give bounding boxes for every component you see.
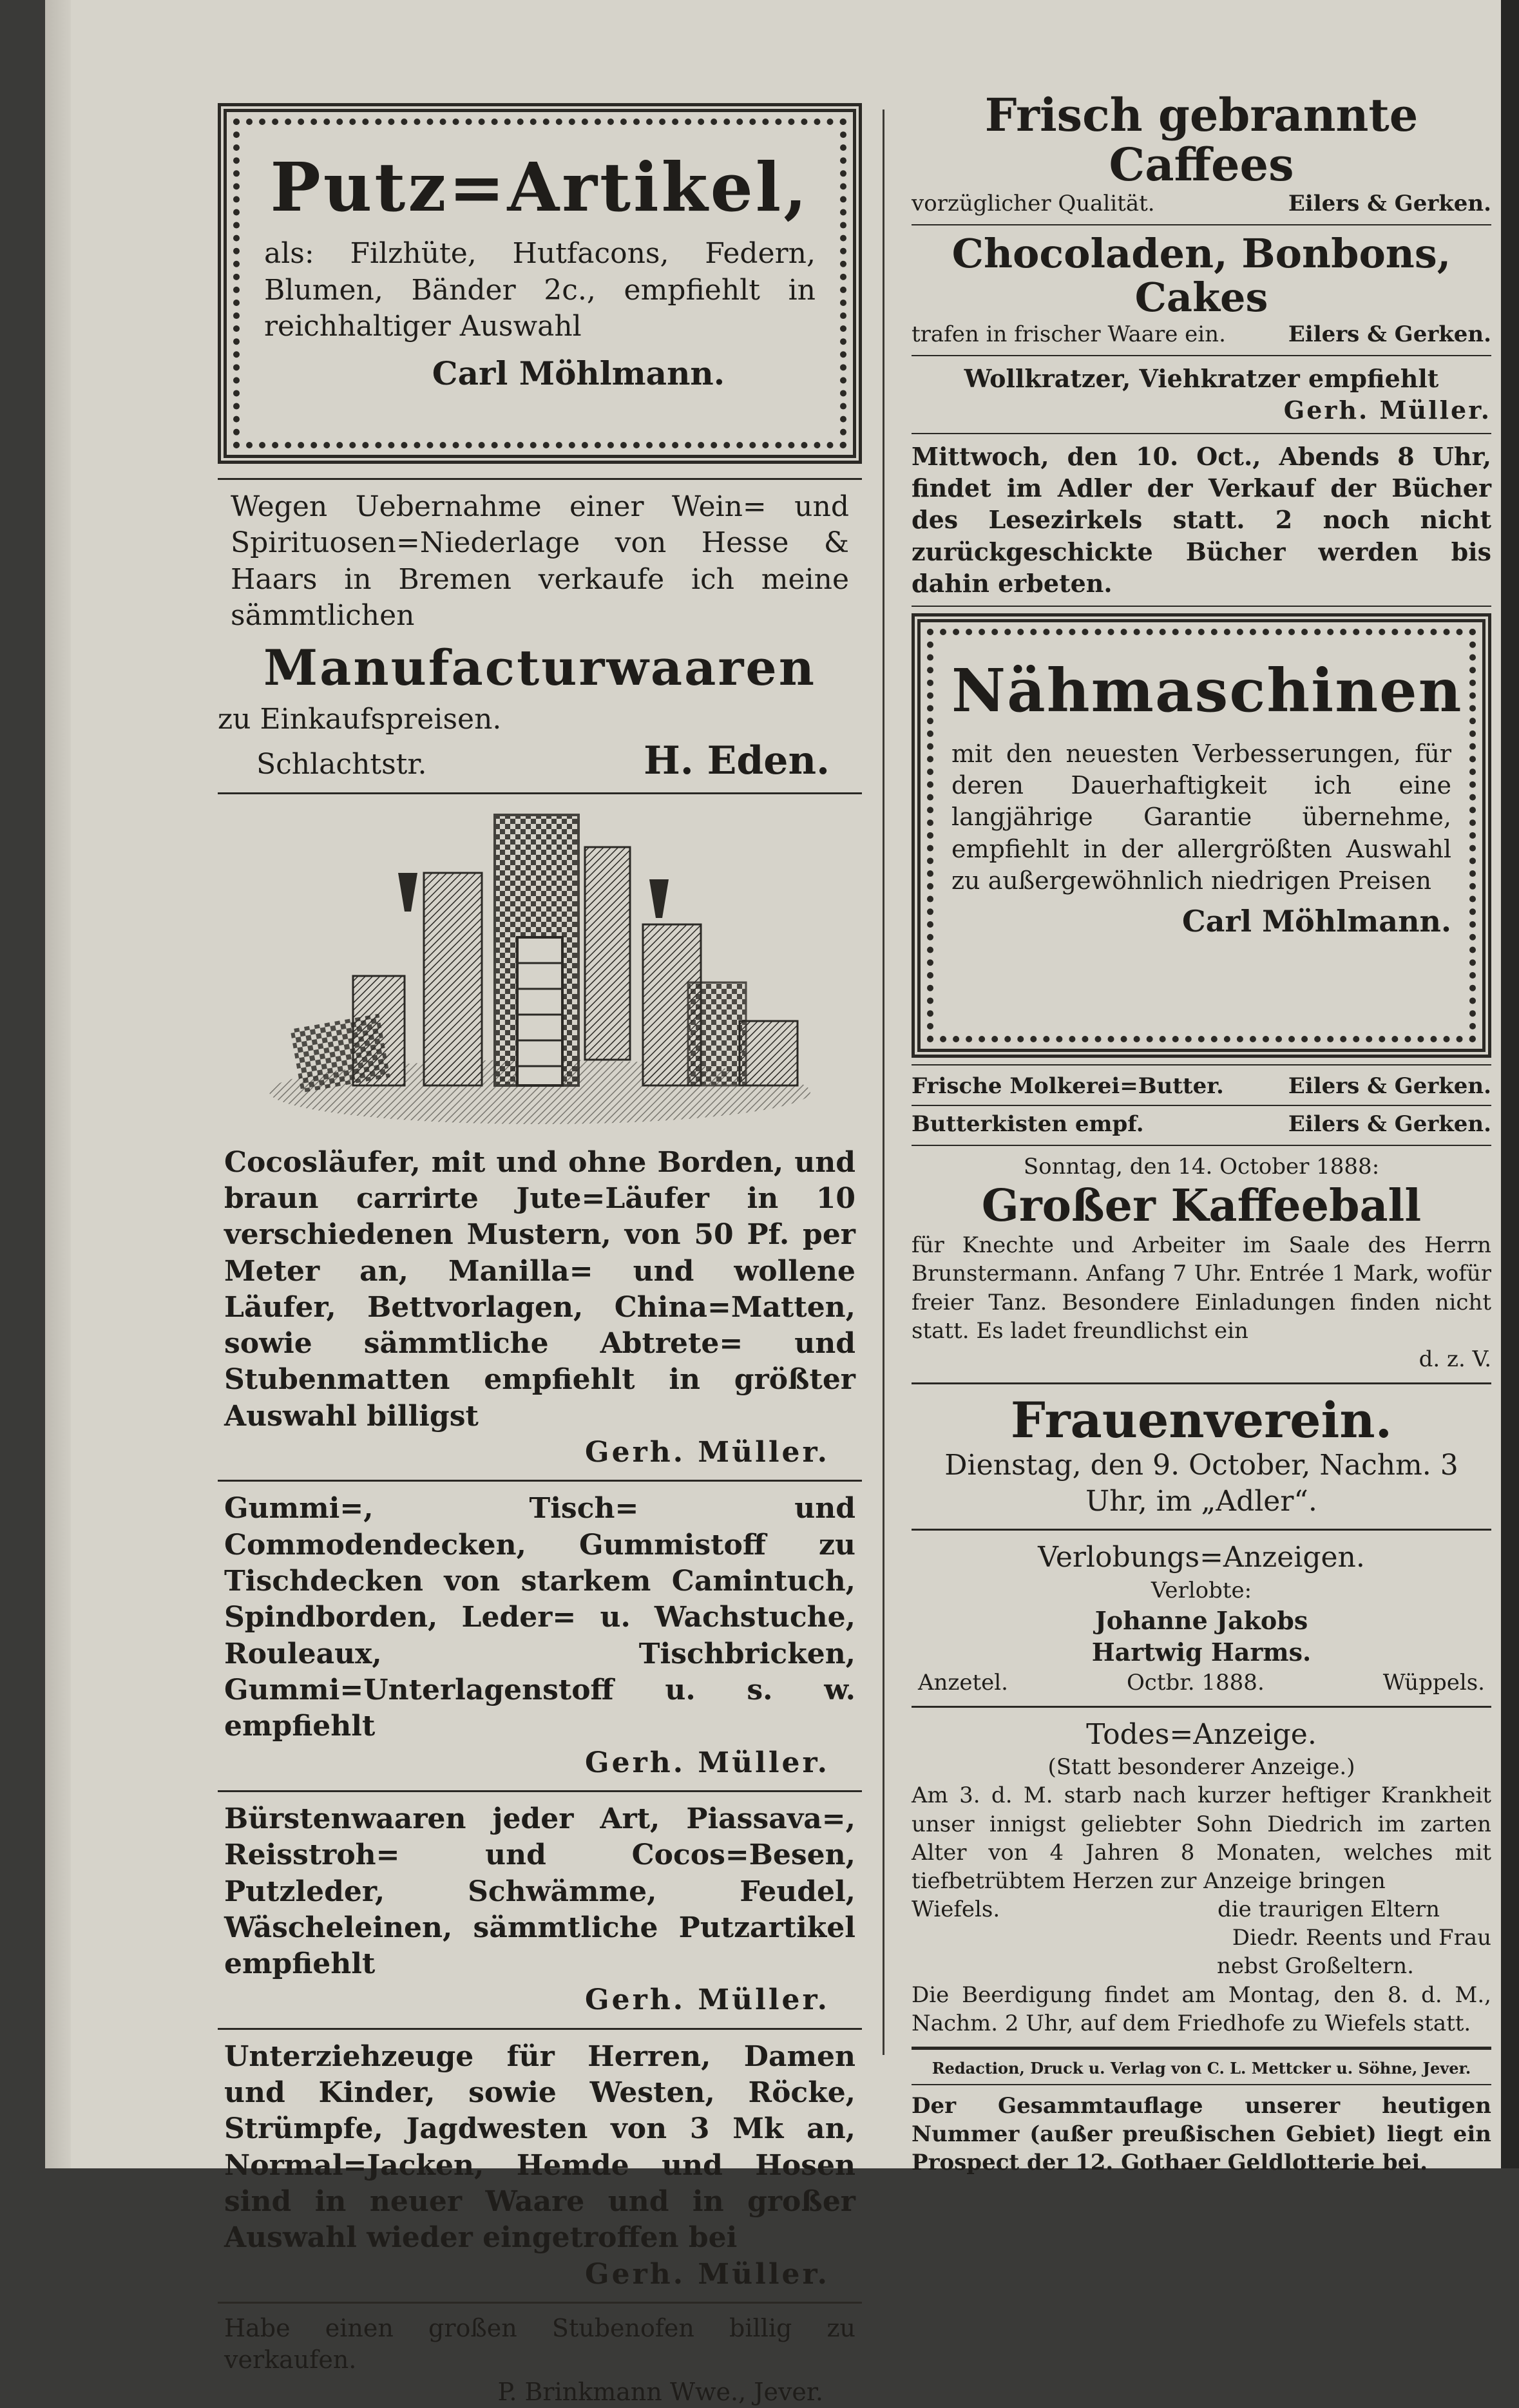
ofen-signer: P. Brinkmann Wwe., Jever.	[497, 2377, 823, 2406]
separator	[912, 2047, 1491, 2050]
carpet-rolls-icon	[263, 808, 817, 1131]
choco-signer: Eilers & Gerken.	[1288, 321, 1491, 347]
kaffeeball-body: für Knechte und Arbeiter im Saale des Herrn Brunstermann. Anfang 7 Uhr. Entrée 1 Mark, wofür freier Tanz. Besondere Einladungen finden nicht statt. Es ladet freundlichst ein	[912, 1232, 1491, 1344]
todes-place-row	[912, 1895, 1491, 1924]
unterzieh-body: Unterziehzeuge für Herren, Damen und Kinder, sowie Westen, Röcke, Strümpfe, Jagdwesten von 3 Mk an, Normal=Jacken, Hemde und Hosen sind in neuer Waare und in großer Auswahl wieder eingetroffen bei	[224, 2040, 855, 2255]
separator	[912, 1064, 1491, 1065]
verlobung-title: Verlobungs=Anzeigen.	[1038, 1541, 1365, 1574]
todes-mourners1: die traurigen Eltern	[1218, 1897, 1440, 1923]
todes-place: Wiefels.	[912, 1897, 1000, 1923]
butter-ad	[912, 1072, 1491, 1138]
todes-body: Am 3. d. M. starb nach kurzer heftiger Krankheit unser innigst geliebter Sohn Diedrich im zarten Alter von 4 Jahren 8 Monaten, welches mit tiefbetrübtem Herzen zur Anzeige bringen	[912, 1782, 1491, 1894]
separator	[218, 2302, 862, 2304]
eden-signer: H. Eden.	[644, 738, 830, 783]
column-divider	[883, 110, 884, 2055]
verlobung-place-right: Wüppels.	[1382, 1669, 1485, 1696]
naeh-title: Nähmaschinen	[951, 656, 1463, 726]
butter-line1-text: Frische Molkerei=Butter.	[912, 1073, 1224, 1100]
separator	[218, 1790, 862, 1792]
caffee-ad	[912, 90, 1491, 218]
lesezirkel-notice	[912, 441, 1491, 600]
right-column	[912, 90, 1491, 2177]
choco-title: Chocoladen, Bonbons, Cakes	[951, 230, 1451, 321]
kratzer-signer: Gerh. Müller.	[1283, 396, 1491, 425]
eden-ad	[218, 489, 862, 783]
naeh-signer: Carl Möhlmann.	[1181, 903, 1451, 939]
lesezirkel-body: Mittwoch, den 10. Oct., Abends 8 Uhr, findet im Adler der Verkauf der Bücher des Lesezirkels statt. 2 noch nicht zurückgeschickte Bücher werden bis dahin erbeten.	[912, 441, 1491, 598]
todes-funeral: Die Beerdigung findet am Montag, den 8. d. M., Nachm. 2 Uhr, auf dem Friedhofe zu Wiefels statt.	[912, 1982, 1491, 2036]
kaffeeball-ad	[912, 1152, 1491, 1373]
separator	[912, 1105, 1491, 1106]
naehmaschinen-ad	[912, 613, 1491, 1058]
verlobung-name2: Hartwig Harms.	[1091, 1638, 1312, 1667]
separator	[218, 2028, 862, 2030]
eden-headline: Manufacturwaaren	[263, 639, 817, 697]
separator	[912, 1382, 1491, 1384]
ofen-ad	[218, 2313, 862, 2408]
separator	[218, 1480, 862, 1482]
cocos-signer: Gerh. Müller.	[585, 1436, 830, 1469]
todes-mourners2: Diedr. Reents und Frau	[1232, 1925, 1491, 1951]
page-edge	[45, 0, 71, 2168]
putz-signer: Carl Möhlmann.	[432, 354, 725, 393]
putz-body: als: Filzhüte, Hutfacons, Federn, Blumen, Bänder 2c., empfiehlt in reichhaltiger Auswahl	[264, 237, 816, 343]
left-column	[218, 103, 862, 2408]
todes-title: Todes=Anzeige.	[1086, 1717, 1317, 1751]
caffee-sub: vorzüglicher Qualität.	[912, 191, 1155, 216]
eden-body: Wegen Uebernahme einer Wein= und Spirituosen=Niederlage von Hesse & Haars in Bremen verkaufe ich meine sämmtlichen	[231, 490, 849, 632]
kaffeeball-date: Sonntag, den 14. October 1888:	[1023, 1153, 1380, 1180]
unterzieh-ad	[218, 2039, 862, 2293]
separator	[912, 355, 1491, 356]
separator	[912, 2084, 1491, 2085]
eden-tail: zu Einkaufspreisen.	[218, 703, 502, 736]
separator	[912, 433, 1491, 434]
verlobung-sub: Verlobte:	[1151, 1577, 1252, 1603]
butter-line1	[912, 1072, 1491, 1100]
separator	[912, 224, 1491, 225]
verlobung-name1: Johanne Jakobs	[1094, 1605, 1308, 1635]
butter-line2-signer: Eilers & Gerken.	[1288, 1111, 1491, 1137]
kaffeeball-title: Großer Kaffeeball	[981, 1180, 1422, 1232]
eden-footer	[218, 738, 862, 783]
gummi-body: Gummi=, Tisch= und Commodendecken, Gummistoff zu Tischdecken von starkem Camintuch, Spindborden, Leder= u. Wachstuche, Rouleaux, Tischbricken, Gummi=Unterlagenstoff u. s. w. empfiehlt	[224, 1492, 855, 1743]
butter-line1-signer: Eilers & Gerken.	[1288, 1073, 1491, 1100]
kratzer-title: Wollkratzer, Viehkratzer empfiehlt	[964, 363, 1439, 393]
frauen-body: Dienstag, den 9. October, Nachm. 3 Uhr, im „Adler“.	[944, 1448, 1458, 1518]
todes-sub: (Statt besonderer Anzeige.)	[1047, 1754, 1355, 1781]
frauen-title: Frauenverein.	[1010, 1391, 1393, 1449]
gummi-ad	[218, 1491, 862, 1781]
separator	[912, 1706, 1491, 1708]
verlobung-footer	[912, 1668, 1491, 1697]
buersten-ad	[218, 1801, 862, 2019]
separator	[218, 792, 862, 794]
frauenverein-notice	[912, 1393, 1491, 1520]
butter-line2-text: Butterkisten empf.	[912, 1111, 1144, 1137]
cocos-ad	[218, 1145, 862, 1471]
cocos-body: Cocosläufer, mit und ohne Borden, und braun carrirte Jute=Läufer in 10 verschiedenen Mustern, von 50 Pf. per Meter an, Manilla= und wollene Läufer, Bettvorlagen, China=Matten, sowie sämmtliche Abtrete= und Stubenmatten empfiehlt in größter Auswahl billigst	[224, 1145, 855, 1433]
kaffeeball-signer: d. z. V.	[1419, 1346, 1491, 1372]
choco-sub: trafen in frischer Waare ein.	[912, 321, 1226, 347]
verlobung-place-left: Anzetel.	[918, 1669, 1008, 1696]
carpet-rolls-illustration	[263, 808, 817, 1131]
caffee-signer: Eilers & Gerken.	[1288, 191, 1491, 216]
chocoladen-ad	[912, 232, 1491, 349]
verlobung-date: Octbr. 1888.	[1126, 1669, 1265, 1696]
naeh-body: mit den neuesten Verbesserungen, für deren Dauerhaftigkeit ich eine langjährige Garantie übernehme, empfiehlt in der allergrößten Auswahl zu außergewöhnlich niedrigen Preisen	[951, 739, 1451, 895]
kratzer-ad	[912, 363, 1491, 426]
separator	[912, 606, 1491, 607]
choco-footer	[912, 320, 1491, 349]
buersten-signer: Gerh. Müller.	[585, 1983, 830, 2017]
eden-address: Schlachtstr.	[256, 747, 427, 781]
butter-line2	[912, 1110, 1491, 1138]
putz-title: Putz=Artikel,	[270, 148, 810, 227]
separator	[912, 1529, 1491, 1531]
beilage-notice: Der Gesammtauflage unserer heutigen Nummer (außer preußischen Gebiet) liegt ein Prospect der 12. Gothaer Geldlotterie bei.	[912, 2093, 1491, 2176]
putz-artikel-ad	[218, 103, 862, 464]
caffee-footer	[912, 189, 1491, 218]
todes-mourners3: nebst Großeltern.	[1216, 1953, 1414, 1980]
imprint: Redaction, Druck u. Verlag von C. L. Mettcker u. Söhne, Jever.	[931, 2059, 1471, 2078]
unterzieh-signer: Gerh. Müller.	[585, 2257, 830, 2291]
gummi-signer: Gerh. Müller.	[585, 1746, 830, 1779]
buersten-body: Bürstenwaaren jeder Art, Piassava=, Reisstroh= und Cocos=Besen, Putzleder, Schwämme, Feudel, Wäscheleinen, sämmtliche Putzartikel empfiehlt	[224, 1802, 855, 1981]
separator	[912, 1145, 1491, 1146]
todes-anzeige	[912, 1717, 1491, 2038]
verlobung-notice	[912, 1540, 1491, 1696]
binding-edge	[1501, 0, 1519, 2168]
ofen-body: Habe einen großen Stubenofen billig zu verkaufen.	[224, 2313, 855, 2375]
separator	[218, 478, 862, 480]
caffee-title: Frisch gebrannte Caffees	[984, 88, 1419, 191]
